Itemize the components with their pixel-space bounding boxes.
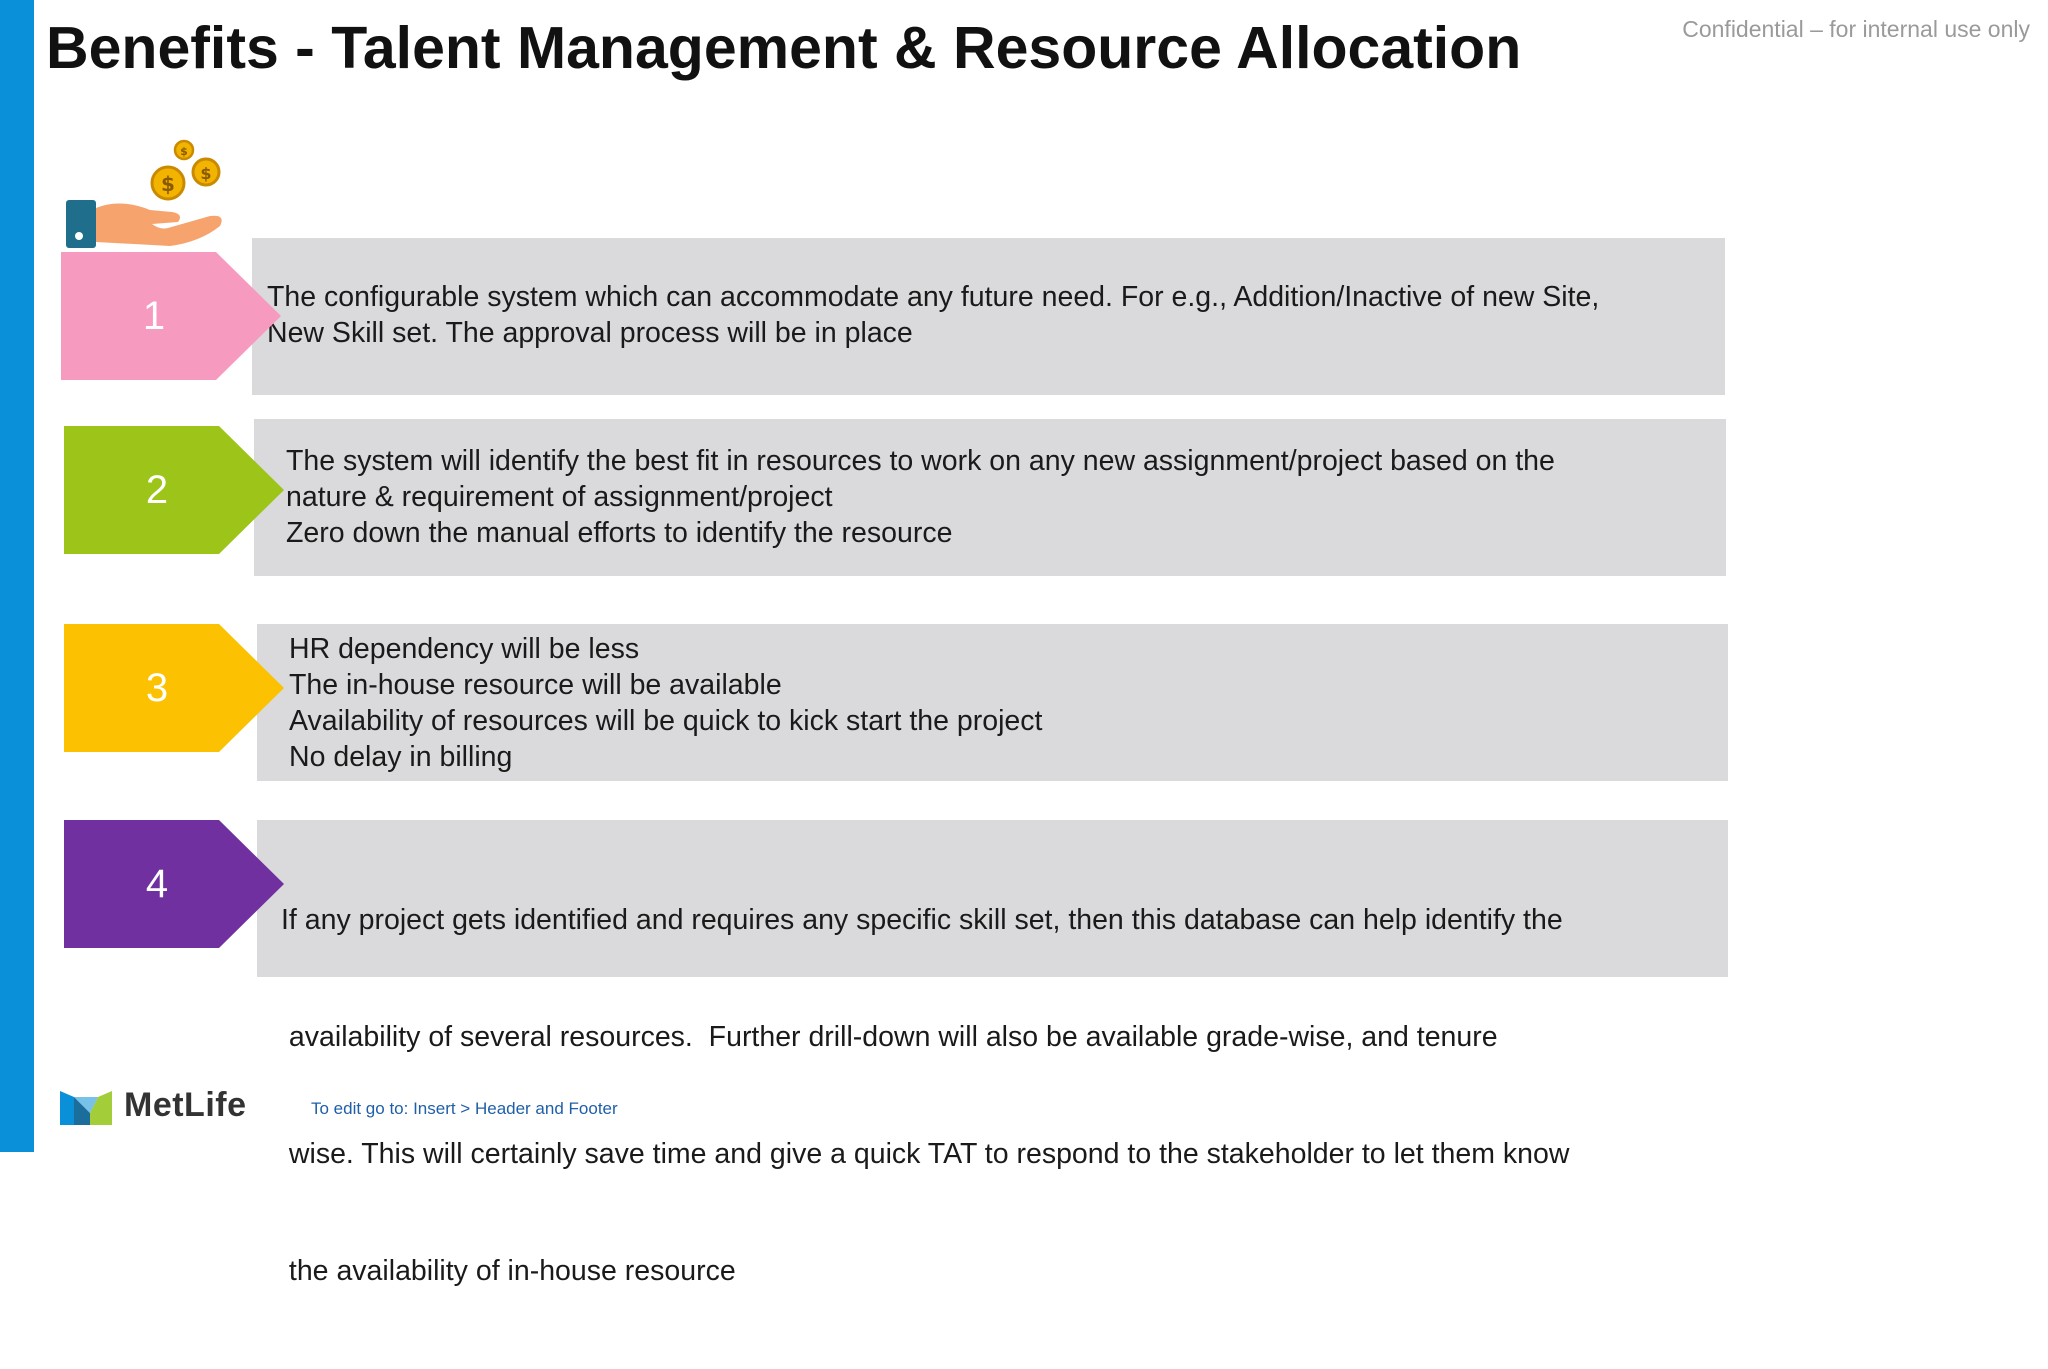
benefit-3-badge	[64, 624, 284, 752]
slide-title: Benefits - Talent Management & Resource Allocation	[46, 15, 1522, 81]
hand-with-coins-icon	[60, 138, 230, 253]
benefit-4-badge	[64, 820, 284, 948]
benefit-4-number: 4	[145, 861, 169, 906]
benefit-3-line-2: The in-house resource will be available	[289, 669, 782, 701]
benefit-2-line-3: Zero down the manual efforts to identify the resource	[286, 517, 953, 549]
svg-text:$: $	[180, 145, 188, 158]
benefit-3-box	[257, 624, 1728, 781]
benefit-3-line-4: No delay in billing	[289, 741, 513, 773]
benefit-2-text	[286, 443, 1555, 551]
benefit-3-number: 3	[145, 665, 169, 710]
metlife-logo-icon	[60, 1085, 112, 1125]
benefit-1-box	[252, 238, 1725, 395]
svg-text:$: $	[161, 172, 175, 196]
svg-text:$: $	[200, 164, 212, 183]
benefit-4-text	[281, 823, 1569, 1369]
benefit-3-text	[289, 631, 1042, 775]
benefit-1-line-1: The configurable system which can accommodate any future need. For e.g., Addition/Inactive of new Site,	[267, 281, 1600, 313]
benefit-1-line-2: New Skill set. The approval process will be in place	[267, 317, 913, 349]
benefit-2-line-2: nature & requirement of assignment/project	[286, 481, 833, 513]
metlife-logo	[60, 1082, 247, 1128]
benefit-4-line-3: wise. This will certainly save time and give a quick TAT to respond to the stakeholder to let them know	[281, 1138, 1570, 1170]
benefit-3-line-1: HR dependency will be less	[289, 633, 640, 665]
benefit-4-line-4: the availability of in-house resource	[281, 1255, 736, 1287]
footer-note: To edit go to: Insert > Header and Footer	[311, 1099, 618, 1118]
metlife-logo-text: MetLife	[124, 1085, 247, 1124]
benefit-2-badge	[64, 426, 284, 554]
left-accent-bar	[0, 0, 34, 1152]
benefit-4-line-1: If any project gets identified and requires any specific skill set, then this database can help identify the	[281, 904, 1563, 936]
benefit-1-badge	[61, 252, 281, 380]
benefit-2-number: 2	[145, 467, 169, 512]
benefit-2-line-1: The system will identify the best fit in resources to work on any new assignment/project based on the	[286, 445, 1555, 477]
confidential-label: Confidential – for internal use only	[1682, 16, 2030, 42]
benefit-4-line-2: availability of several resources. Further drill-down will also be available grade-wise, and tenure	[281, 1021, 1498, 1053]
benefit-2-box	[254, 419, 1726, 576]
benefit-1-text	[267, 279, 1599, 351]
benefit-1-number: 1	[142, 293, 166, 338]
benefit-3-line-3: Availability of resources will be quick to kick start the project	[289, 705, 1043, 737]
